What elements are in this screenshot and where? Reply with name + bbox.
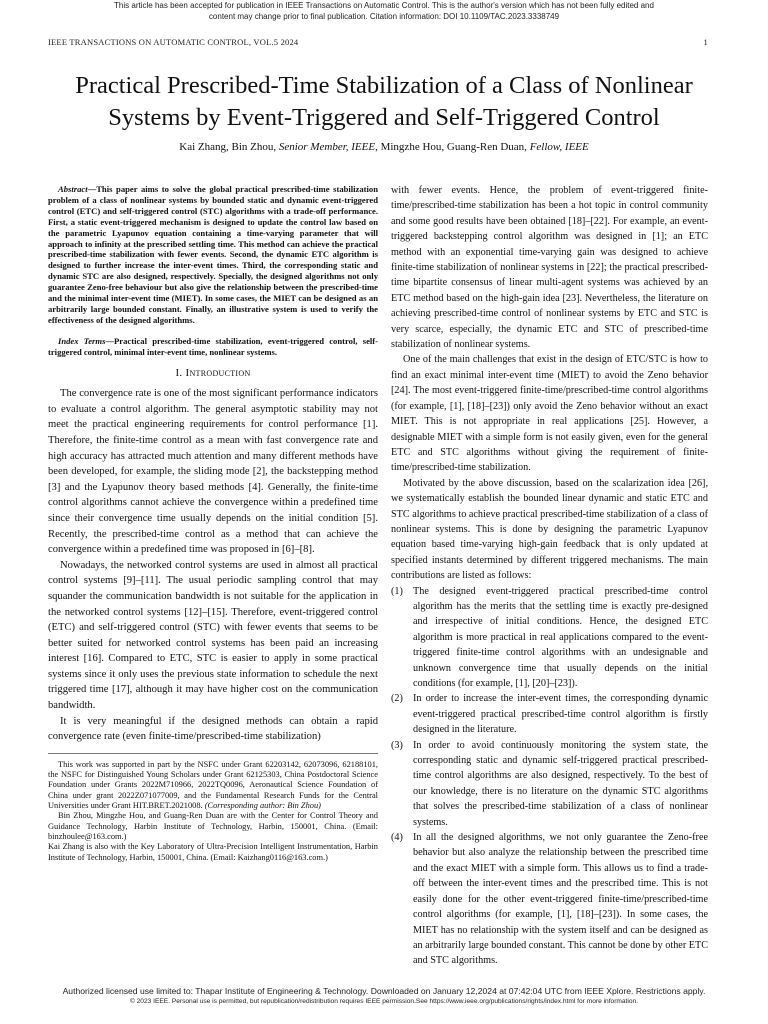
contribution-item [391, 830, 708, 969]
footnote-affiliation-2: Kai Zhang is also with the Key Laboratory of Ultra-Precision Intelligent Instrumentation, Harbin Institute of Technology, Harbin, 150001, China. (Email: Kaizhang0116@163.com.) [48, 842, 378, 862]
contribution-item [391, 691, 708, 737]
contribution-item [391, 584, 708, 692]
author-role-2: Fellow, IEEE [529, 141, 589, 153]
contribution-number: (3) [391, 739, 403, 751]
first-page-footnote [48, 753, 378, 863]
contribution-text: The designed event-triggered practical prescribed-time control algorithm has the merits that the settling time is exactly pre-designed and irrespective of initial conditions. Hence, the designed ETC algorithm is more practical in real applications compared to the event-triggered finite-time control algorithms with an undesignable and unknown convergence time that usually depends on the initial conditions (for example, [1], [20]–[23]). [413, 585, 708, 689]
notice-line-2: content may change prior to final publication. Citation information: DOI 10.1109/TAC.2023.3338749 [208, 12, 560, 21]
intro-paragraph-2: Nowadays, the networked control systems are used in almost all practical control systems [9]–[11]. The usual periodic sampling control that may squander the communication bandwidth is not suitable for the application in the networked control systems [12]–[15]. Therefore, event-triggered control (ETC) and self-triggered control (STC) with fewer events that seems to be better suited for networked control systems has been paid an increasing interest [16]. Compared to ETC, STC is easier to apply in some practical systems since it only uses the previous state information to schedule the next triggered time [17], although it may have higher cost on the communication bandwidth. [48, 559, 378, 712]
contribution-text: In all the designed algorithms, we not only guarantee the Zeno-free behavior but also analyze the relationship between the prescribed time and the exact MIET with a simple form. This allows us to find a trade-off between the inter-event times and the prescribed time. This is not easily done for the other event-triggered finite-time/prescribed-time control algorithms (for example, [1], [18]–[23]). In some cases, the MIET has no relationship with the system itself and can be designed as an arbitrarily large bounded constant. This cannot be done by other ETC and STC algorithms. [413, 832, 708, 967]
intro-paragraph-3: It is very meaningful if the designed methods can obtain a rapid convergence rate (even finite-time/prescribed-time stabilization) [48, 715, 378, 743]
notice-line-1: This article has been accepted for publication in IEEE Transactions on Automatic Control. This is the author's version which has not been fully edited and [114, 1, 654, 10]
contribution-number: (2) [391, 693, 403, 705]
paper-title [30, 70, 738, 134]
index-terms-text: —Practical prescribed-time stabilization, event-triggered control, self-triggered control, minimal inter-event time, nonlinear systems. [48, 335, 378, 357]
right-paragraph-3: Motivated by the above discussion, based on the scalarization idea [26], we systematically establish the bounded linear dynamic and static ETC and STC algorithms to achieve practical prescribed-time stabilization of a class of nonlinear systems. This is done by designing the parametric Lyapunov equation based time-varying high-gain feedback that is only updated at specified instants determined by different triggered mechanisms. The main contributions are listed as follows: [391, 477, 708, 582]
footnote-corresponding: (Corresponding author: Bin Zhou) [204, 801, 321, 811]
contribution-text: In order to increase the inter-event times, the corresponding dynamic event-triggered practical prescribed-time control algorithm is firstly designed in the literature. [413, 693, 708, 736]
intro-paragraph-1: The convergence rate is one of the most significant performance indicators to evaluate a control algorithm. The general asymptotic stability may not meet the practical engineering requirements for control performance [1]. Therefore, the finite-time control as a mean with fast convergence rate and high accuracy has attracted much attention and many different methods have been developed, for example, the sliding mode [2], the backstepping method [3] and the Lyapunov theory based methods [4]. Generally, the finite-time control algorithms cannot achieve the convergence within a predefined time since their convergence time usually depends on the initial condition [5]. Recently, the prescribed-time control as a method that can achieve the convergence within a predefined time was proposed in [6]–[8]. [48, 388, 378, 556]
author-list [30, 141, 738, 153]
right-paragraph-1: with fewer events. Hence, the problem of event-triggered finite-time/prescribed-time stabilization has been a hot topic in control community and some good results have been obtained [18]–[22]. For example, an event-triggered backstepping control algorithm was designed in [1]; an ETC method with an exponential time-varying gain was designed to achieve finite-time stabilization of nonlinear systems in [22]; the practical prescribed-time bipartite consensus of linear multi-agent systems was achieved by an ETC method based on the high-gain idea [23]. Nevertheless, the literature on achieving prescribed-time control of nonlinear systems by ETC and STC is very scarce, especially, the dynamic ETC and STC of prescribed-time stabilization of nonlinear systems. [391, 185, 708, 351]
running-header [48, 37, 708, 47]
section-heading-introduction: I. Introduction [175, 366, 251, 379]
title-line-2: Systems by Event-Triggered and Self-Triggered Control [108, 104, 660, 131]
page-number: 1 [703, 37, 708, 47]
copyright-notice: © 2023 IEEE. Personal use is permitted, but republication/redistribution requires IEEE permission.See https://www.ieee.org/publications/rights/index.html for more information. [129, 998, 639, 1005]
author-group-2: , Mingzhe Hou, Guang-Ren Duan, [375, 141, 527, 153]
abstract-text: —This paper aims to solve the global practical prescribed-time stabilization problem of a class of nonlinear systems by bounded static and dynamic event-triggered control (ETC) and self-triggered control (STC) algorithms with a trade-off performance. First, a static event-triggered mechanism is designed to update the control law based on the parametric Lyapunov equation containing a time-varying parameter that will approach to infinity at the prescribed settling time. This method can achieve the practical prescribed-time stabilization with fewer events. Second, the dynamic ETC algorithm is designed to further increase the inter-event times. Third, the corresponding static and dynamic STC are also designed, respectively. Specially, the designed algorithms not only guarantee Zeno-free behaviour but also give the relationship between the prescribed-time and the minimal inter-event time (MIET). In some cases, the MIET can be designed as an arbitrarily large bounded constant. Finally, an illustrative system is used to verify the effectiveness of the designed algorithms. [48, 184, 378, 325]
abstract-label: Abstract [58, 184, 88, 194]
footnote-funding [48, 760, 378, 811]
acceptance-notice [0, 0, 768, 22]
index-terms [48, 336, 378, 358]
footnote-funding-text: This work was supported in part by the NSFC under Grant 62203142, 62073096, 62188101, the NSFC for Distinguished Young Scholars under Grant 62125303, China Postdoctoral Science Foundation under Grants 2022M710966, 2022TQ0096, Aeronautical Science Foundation of China under grant 2022Z071077009, and the Fundamental Research Funds for the Central Universities under Grant HIT.BRET.2021008. [48, 759, 378, 811]
contribution-number: (1) [391, 585, 403, 597]
author-role-1: Senior Member, IEEE [278, 141, 376, 153]
abstract [48, 184, 378, 326]
left-column [48, 184, 378, 863]
footnote-affiliation-1: Bin Zhou, Mingzhe Hou, and Guang-Ren Duan are with the Center for Control Theory and Guidance Technology, Harbin Institute of Technology, Harbin, 150001, China. (Email: binzhoulee@163.com.) [48, 811, 378, 841]
index-terms-label: Index Terms [58, 335, 106, 346]
contribution-text: In order to avoid continuously monitoring the system state, the corresponding static and dynamic self-triggered practical prescribed-time control algorithms are also designed, respectively. To the best of our knowledge, there is no literature on the dynamic STC algorithms that solves the prescribed-time stabilization of a class of nonlinear systems. [413, 739, 708, 828]
contribution-number: (4) [391, 832, 403, 844]
right-column [391, 183, 708, 969]
right-paragraph-2: One of the main challenges that exist in the design of ETC/STC is how to find an exact minimal inter-event time (MIET) to avoid the Zeno behavior [24]. The most event-triggered finite-time/prescribed-time control algorithms (for example, [1], [18]–[23]) only avoid the Zeno behavior without an exact MIET. This is not appropriate in real applications [25]. However, a designable MIET with a simple form is not easily given, even for the general ETC and STC algorithms without giving the requirement of finite-time/prescribed-time stabilization. [391, 354, 708, 474]
journal-name: IEEE TRANSACTIONS ON AUTOMATIC CONTROL, VOL.5 2024 [48, 37, 299, 47]
author-group-1: Kai Zhang, Bin Zhou, [179, 141, 277, 153]
contribution-item [391, 738, 708, 830]
license-notice: Authorized licensed use limited to: Thapar Institute of Engineering & Technology. Downloaded on January 12,2024 at 07:42:04 UTC from IEEE Xplore. Restrictions apply. [62, 986, 706, 996]
contributions-list [391, 584, 708, 969]
title-line-1: Practical Prescribed-Time Stabilization of a Class of Nonlinear [75, 72, 693, 99]
